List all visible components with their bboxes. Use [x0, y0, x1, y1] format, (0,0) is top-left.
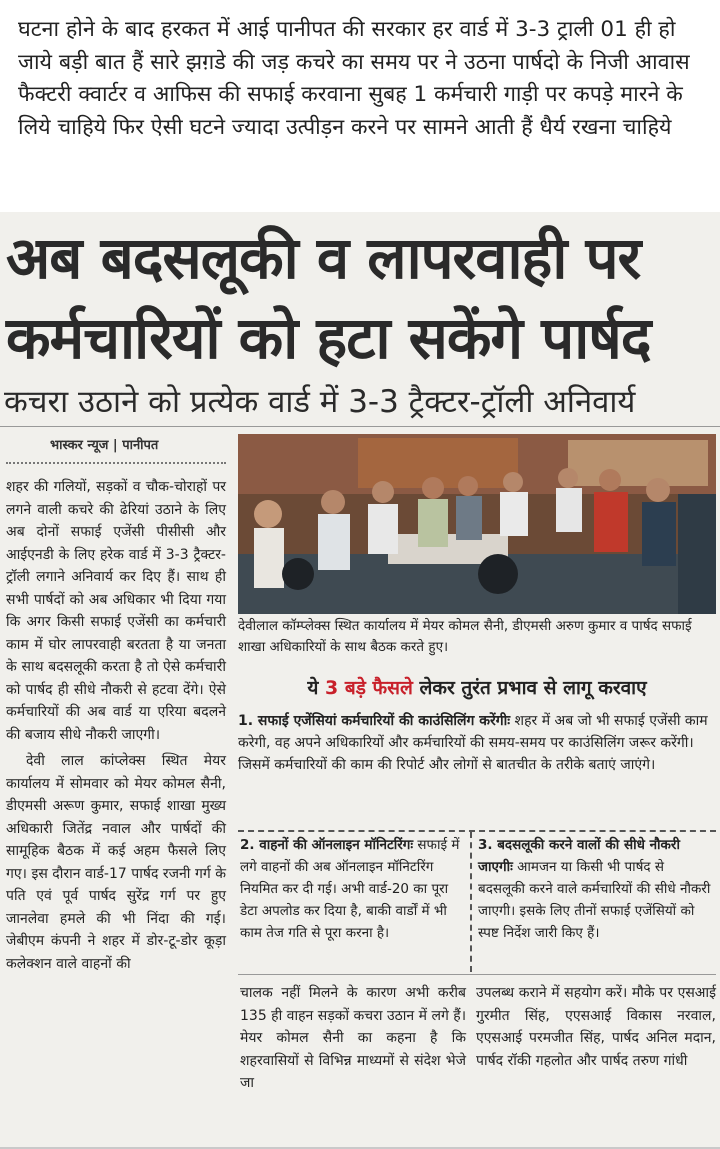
column-1-paragraph-2: देवी लाल कांप्लेक्स स्थित मेयर कार्यालय में सोमवार को मेयर कोमल सैनी, डीएमसी अरूण कुमार, सफाई शाखा मुख्य अधिकारी जितेंद्र नवाल और पार्षदों की सामूहिक बैठक में कई अहम फैसले लिए गए। इस दौरान वार्ड-17 पार्षद रजनी गर्ग के पति एवं पूर्व पार्षद सुरेंद्र गर्ग पर हुए जानलेवा हमले की भी निंदा की गई। जेबीएम कंपनी ने शहर में डोर-टू-डोर कूड़ा कलेक्शन वाले वाहनों की	[6, 753, 226, 972]
decision-3-heading: 3. बदसलूकी करने वालों की सीधे नौकरी जाएगीः	[478, 837, 680, 875]
post-caption-text: घटना होने के बाद हरकत में आई पानीपत की सरकार हर वार्ड में 3-3 ट्राली 01 ही हो जाये बड़ी बात हैं सारे झग़डे की जड़ कचरे का समय पर ने उठना पार्षदो के निजी आवास फैक्टरी क्वार्टर व आफिस की सफाई करवाना सुबह 1 कर्मचारी गाड़ी पर कपड़े मारने के लिये चाहिये फिर ऐसी घटने ज्यादा उत्पीड़न करने पर सामने आती हैं धैर्य रखना चाहिये	[18, 17, 690, 140]
post-caption-area	[0, 0, 720, 212]
decision-1-body: शहर में अब जो भी सफाई एजेंसी काम करेगी, वह अपने अधिकारियों और कर्मचारियों की समय-समय पर काउंसिलिंग जरूर करेंगी। जिसमें कर्मचारियों की काम की रिपोर्ट और लोगों से बातचीत के तरीके बताएं जाएंगे।	[238, 713, 708, 773]
decisions-title-highlight: 3 बड़े फैसले	[325, 677, 413, 699]
article-column-2-continued: चालक नहीं मिलने के कारण अभी करीब 135 ही वाहन सड़कों कचरा उठान में लगे हैं। मेयर कोमल सैनी का कहना है कि शहरवासियों से विभिन्न माध्यमों से संदेश भेजे जा	[240, 985, 467, 1091]
meeting-photo-image	[238, 434, 716, 614]
column-1-paragraph-1: शहर की गलियों, सड़कों व चौक-चोराहों पर लगने वाली कचरे की ढेरियां उठाने के लिए अब दोनों सफाई एजेंसी पीसीसी और आईएनडी के लिए हरेक वार्ड में 3-3 ट्रैक्टर-ट्रॉली लगाने अनिवार्य कर दिए हैं। साथ ही सभी पार्षदों को अब अधिकार भी दिया गया कि अगर किसी सफाई एजेंसी का कर्मचारी काम में घोर लापरवाही बरतता है या जनता के साथ बदसलूकी करता है तो ऐसे कर्मचारी को पार्षद ही सीधे नौकरी से हटवा देंगे। ऐसे कर्मचारियों की अब वार्ड या एरिया बदलने की बजाय सीधे नौकरी जाएगी।	[6, 479, 226, 743]
newspaper-clipping	[0, 212, 720, 1149]
subheadline: कचरा उठाने को प्रत्येक वार्ड में 3-3 ट्रैक्टर-ट्रॉली अनिवार्य	[4, 384, 636, 420]
article-column-1	[6, 476, 226, 979]
decisions-title-post: लेकर तुरंत प्रभाव से लागू करवाए	[412, 677, 647, 699]
byline: भास्कर न्यूज | पानीपत	[50, 438, 159, 453]
byline-divider	[6, 462, 226, 464]
article-column-3-continued: उपलब्ध कराने में सहयोग करें। मौके पर एसआई गुरमीत सिंह, एएसआई विकास नरवाल, एएसआई परमजीत सिंह, पार्षद अनिल मदान, पार्षद रॉकी गहलोत और पार्षद तरुण गांधी	[476, 985, 716, 1069]
decisions-box-border	[238, 830, 716, 832]
headline-line-2: कर्मचारियों को हटा सकेंगे पार्षद	[6, 304, 651, 372]
decision-1-heading: 1. सफाई एजेंसियां कर्मचारियों की काउंसिलिंग करेंगीः	[238, 713, 511, 729]
headline-line-1: अब बदसलूकी व लापरवाही पर	[6, 224, 641, 292]
decision-3-body: आमजन या किसी भी पार्षद से बदसलूकी करने वाले कर्मचारियों की सीधे नौकरी जाएगी। इसके लिए तीनों सफाई एजेंसियों को स्पष्ट निर्देश जारी किए हैं।	[478, 859, 711, 941]
decision-3	[478, 834, 714, 944]
decision-1	[238, 710, 716, 776]
photo-caption: देवीलाल कॉम्प्लेक्स स्थित कार्यालय में मेयर कोमल सैनी, डीएमसी अरुण कुमार व पार्षद सफाई शाखा अधिकारियों के साथ बैठक करते हुए।	[238, 618, 692, 655]
decision-2-heading: 2. वाहनों की ऑनलाइन मॉनिटरिंगः	[240, 837, 414, 853]
decisions-title	[238, 672, 716, 704]
decision-2	[240, 834, 466, 944]
decision-2-body: सफाई में लगे वाहनों की अब ऑनलाइन मॉनिटरिंग नियमित कर दी गई। अभी वार्ड-20 का पूरा डेटा अपलोड कर दिया है, बाकी वार्डों में भी काम तेज गति से पूरा करना है।	[240, 837, 460, 941]
divider	[0, 426, 720, 427]
decisions-box-divider	[470, 832, 472, 972]
meeting-photo	[238, 434, 716, 614]
box-bottom-divider	[238, 974, 716, 975]
decisions-title-pre: ये	[307, 677, 326, 699]
